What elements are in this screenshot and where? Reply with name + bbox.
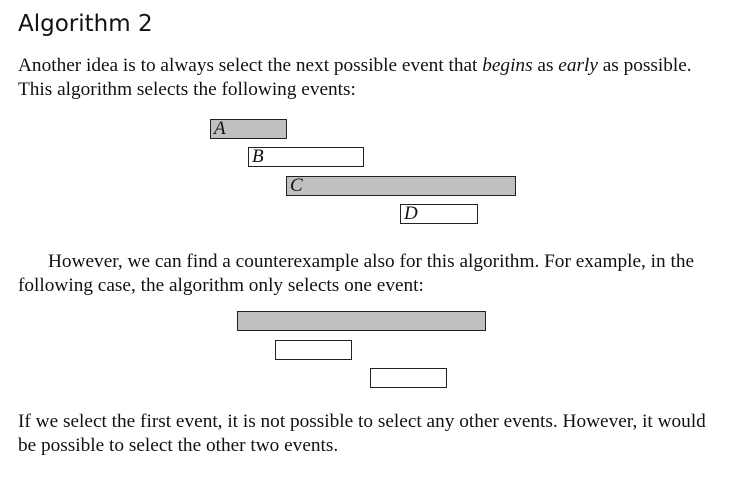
section-heading: Algorithm 2 <box>18 11 153 37</box>
paragraph-intro-text-3: as possible. This algorithm selects the following events: <box>18 55 692 100</box>
emphasis-early: early <box>558 55 598 76</box>
counterexample-event-bar-3 <box>370 368 447 388</box>
event-bar-b <box>248 147 364 167</box>
event-label-d: D <box>404 203 418 224</box>
event-label-c: C <box>290 175 303 196</box>
paragraph-intro-text-2: as <box>532 55 559 76</box>
event-bar-c <box>286 176 516 196</box>
paragraph-conclusion: If we select the first event, it is not possible to select any other events. However, it would be possible to select the other two events. <box>18 411 706 456</box>
paragraph-intro-text-1: Another idea is to always select the next possible event that <box>18 55 483 76</box>
event-bar-a <box>210 119 287 139</box>
event-label-a: A <box>214 118 226 139</box>
paragraph-counterexample: However, we can find a counterexample also for this algorithm. For example, in the following case, the algorithm only selects one event: <box>18 251 695 296</box>
counterexample-event-bar-1 <box>237 311 486 331</box>
emphasis-begins: begins <box>482 55 533 76</box>
counterexample-event-bar-2 <box>275 340 352 360</box>
paragraph-intro <box>18 54 710 102</box>
event-bar-d <box>400 204 478 224</box>
event-label-b: B <box>252 146 264 167</box>
